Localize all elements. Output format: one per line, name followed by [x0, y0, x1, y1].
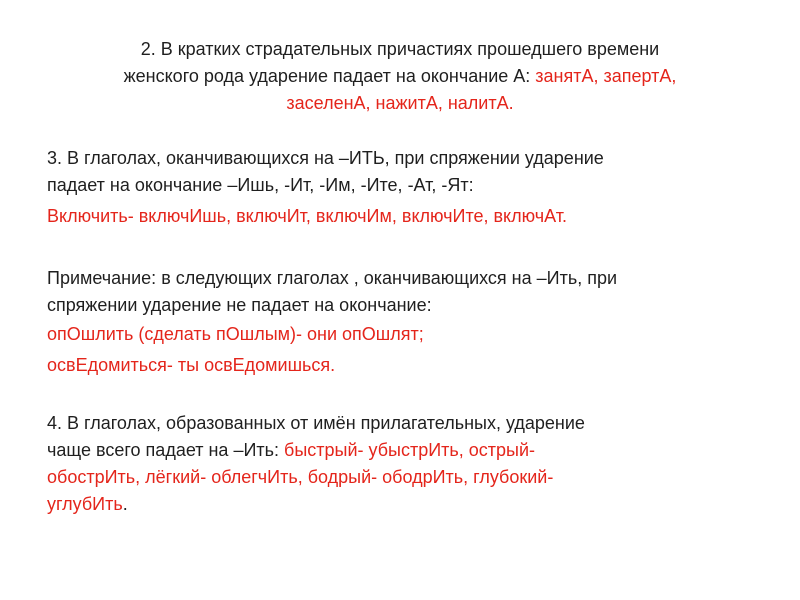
section-4-examples-b: обострИть, лёгкий- облегчИть, бодрый- ободрИть, глубокий-	[47, 467, 554, 487]
note-line-1: Примечание: в следующих глаголах , оканчивающихся на –Ить, при	[47, 268, 618, 288]
section-4-examples-c: углубИть	[47, 494, 123, 514]
section-4-line-4	[47, 491, 747, 518]
section-3-paragraph	[47, 145, 747, 199]
section-4-line-2	[47, 437, 747, 464]
section-3-example	[47, 203, 747, 230]
note-line-2: спряжении ударение не падает на окончание:	[47, 295, 432, 315]
note-example-1	[47, 321, 747, 348]
section-4-end-period: .	[122, 494, 128, 514]
section-2-line-1: 2. В кратких страдательных причастиях прошедшего времени	[140, 39, 660, 59]
section-4-line-1: 4. В глаголах, образованных от имён прилагательных, ударение	[47, 413, 585, 433]
section-2-paragraph	[0, 36, 800, 117]
section-3-example-line: Включить- включИшь, включИт, включИм, включИте, включАт.	[47, 206, 567, 226]
section-3-line-1: 3. В глаголах, оканчивающихся на –ИТЬ, при спряжении ударение	[47, 148, 604, 168]
section-4-examples-a: быстрый- убыстрИть, острый-	[284, 440, 536, 460]
section-3-line-2: падает на окончание –Ишь, -Ит, -Им, -Ите, -Ат, -Ят:	[47, 175, 474, 195]
section-2-examples-a: занятА, запертА,	[535, 66, 677, 86]
section-2-rule-text: женского рода ударение падает на окончание А:	[123, 66, 536, 86]
section-4-rule-text: чаще всего падает на –Ить:	[47, 440, 285, 460]
section-4-paragraph	[47, 410, 747, 518]
note-example-1-line: опОшлить (сделать пОшлым)- они опОшлят;	[47, 324, 424, 344]
note-example-2	[47, 352, 747, 379]
section-2-line-2	[0, 63, 800, 90]
note-example-2-line: освЕдомиться- ты освЕдомишься.	[47, 355, 336, 375]
section-2-examples-b: заселенА, нажитА, налитА.	[286, 93, 514, 113]
note-paragraph	[47, 265, 747, 319]
